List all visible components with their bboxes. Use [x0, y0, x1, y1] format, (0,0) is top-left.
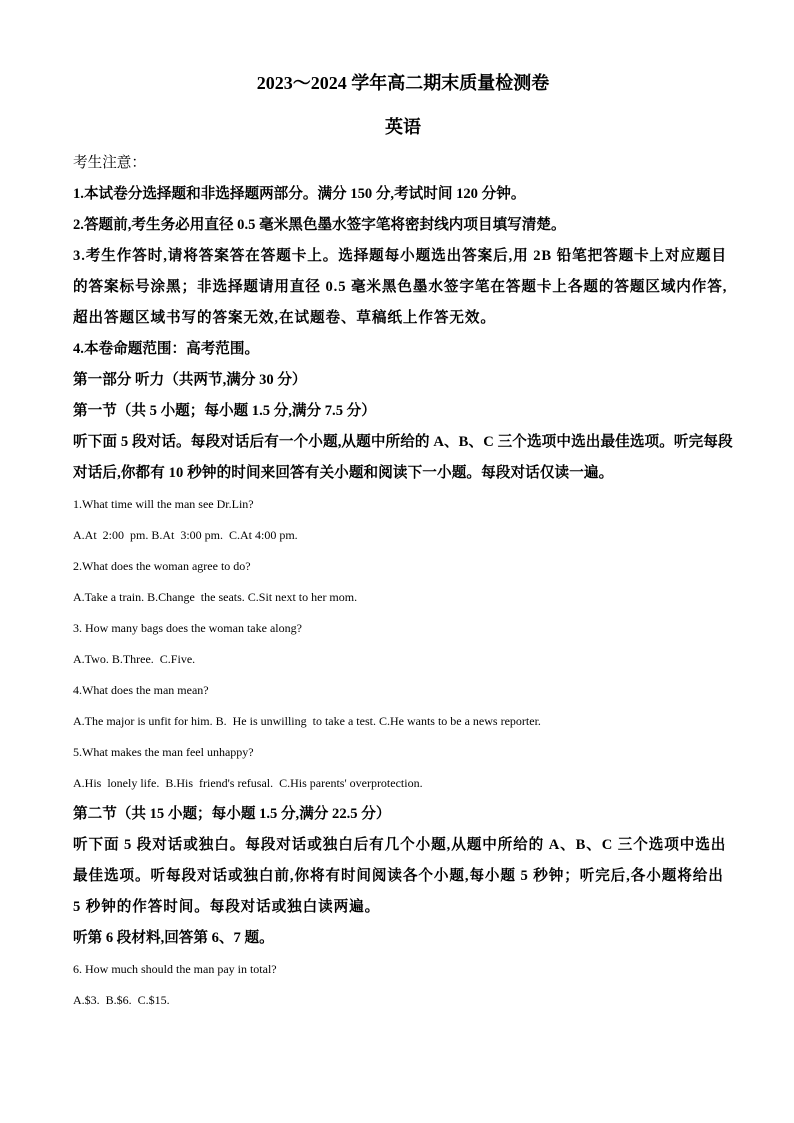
exam-page [73, 70, 733, 1016]
question-6-options: A.$3. B.$6. C.$15. [73, 993, 170, 1007]
notice-item-4: 4.本卷命题范围：高考范围。 [73, 341, 260, 357]
notice-item-3: 3.考生作答时,请将答案答在答题卡上。选择题每小题选出答案后,用 2B 铅笔把答题卡上对应题目的答案标号涂黑；非选择题请用直径 0.5 毫米黑色墨水签字笔在答题卡上各题的答题区域内作答,超出答题区域书写的答案无效,在试题卷、草稿纸上作答无效。 [73, 248, 728, 326]
exam-subject: 英语 [385, 117, 421, 137]
question-4-options: A.The major is unfit for him. B. He is unwilling to take a test. C.He wants to be a news reporter. [73, 714, 541, 728]
notice-label: 考生注意： [73, 155, 146, 171]
section2-instructions: 听下面 5 段对话或独白。每段对话或独白后有几个小题,从题中所给的 A、B、C 三个选项中选出最佳选项。听每段对话或独白前,你将有时间阅读各个小题,每小题 5 秒钟；听完后,各小题将给出 5 秒钟的作答时间。每段对话或独白读两遍。 [73, 837, 727, 915]
section2-heading: 第二节（共 15 小题；每小题 1.5 分,满分 22.5 分） [73, 806, 391, 822]
section1-heading: 第一节（共 5 小题；每小题 1.5 分,满分 7.5 分） [73, 403, 376, 419]
question-5: 5.What makes the man feel unhappy? [73, 745, 254, 759]
question-3-options: A.Two. B.Three. C.Five. [73, 652, 196, 666]
question-1-options: A.At 2:00 pm. B.At 3:00 pm. C.At 4:00 pm. [73, 528, 298, 542]
part1-heading: 第一部分 听力（共两节,满分 30 分） [73, 372, 307, 388]
question-4: 4.What does the man mean? [73, 683, 209, 697]
section1-instructions: 听下面 5 段对话。每段对话后有一个小题,从题中所给的 A、B、C 三个选项中选出最佳选项。听完每段对话后,你都有 10 秒钟的时间来回答有关小题和阅读下一小题。每段对话仅读一遍。 [73, 434, 733, 481]
material-6-heading: 听第 6 段材料,回答第 6、7 题。 [73, 930, 274, 946]
notice-item-1: 1.本试卷分选择题和非选择题两部分。满分 150 分,考试时间 120 分钟。 [73, 186, 526, 202]
notice-item-2: 2.答题前,考生务必用直径 0.5 毫米黑色墨水签字笔将密封线内项目填写清楚。 [73, 217, 566, 233]
question-2-options: A.Take a train. B.Change the seats. C.Sit next to her mom. [73, 590, 358, 604]
question-3: 3. How many bags does the woman take along? [73, 621, 302, 635]
question-5-options: A.His lonely life. B.His friend's refusal. C.His parents' overprotection. [73, 776, 423, 790]
question-1: 1.What time will the man see Dr.Lin? [73, 497, 254, 511]
exam-title: 2023～2024 学年高二期末质量检测卷 [256, 73, 550, 93]
question-2: 2.What does the woman agree to do? [73, 559, 251, 573]
question-6: 6. How much should the man pay in total? [73, 962, 277, 976]
